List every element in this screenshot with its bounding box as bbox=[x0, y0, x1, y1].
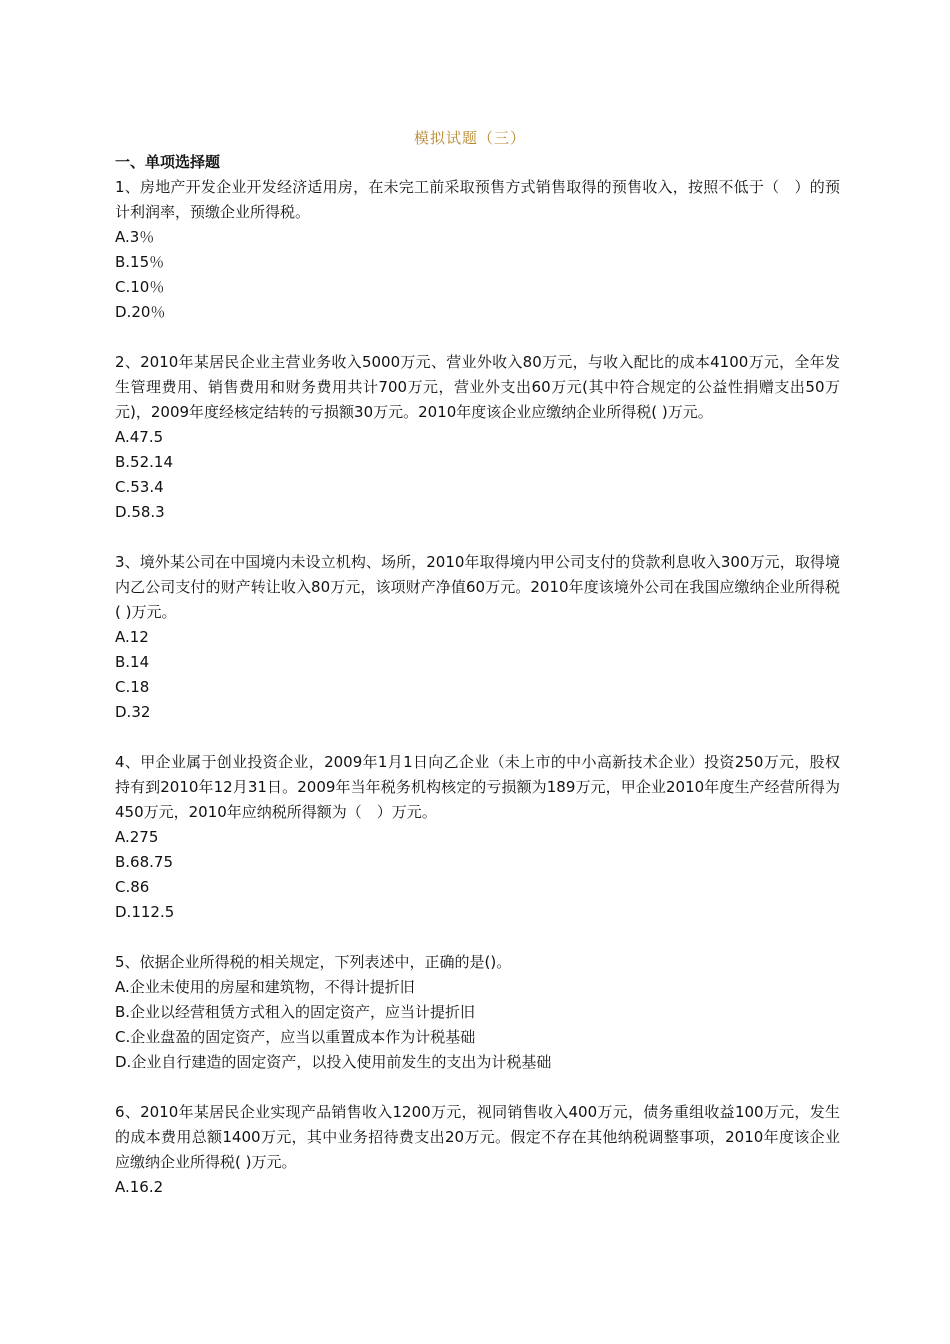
option-d: D.32 bbox=[115, 703, 151, 721]
question-6 bbox=[115, 1100, 840, 1200]
option-b: B.企业以经营租赁方式租入的固定资产，应当计提折旧 bbox=[115, 1003, 476, 1021]
page-title: 模拟试题（三） bbox=[413, 129, 526, 147]
option-b: B.14 bbox=[115, 653, 150, 671]
question-stem: 5、依据企业所得税的相关规定，下列表述中，正确的是()。 bbox=[115, 953, 512, 971]
question-stem: 1、房地产开发企业开发经济适用房，在未完工前采取预售方式销售取得的预售收入，按照不低于（ ）的预计利润率，预缴企业所得税。 bbox=[115, 178, 840, 221]
option-a: A.3％ bbox=[115, 228, 155, 246]
question-4 bbox=[115, 750, 840, 925]
option-d: D.112.5 bbox=[115, 903, 175, 921]
option-c: C.86 bbox=[115, 878, 150, 896]
option-d: D.58.3 bbox=[115, 503, 165, 521]
option-a: A.企业未使用的房屋和建筑物，不得计提折旧 bbox=[115, 978, 415, 996]
option-b: B.68.75 bbox=[115, 853, 174, 871]
option-c: C.53.4 bbox=[115, 478, 164, 496]
question-5 bbox=[115, 950, 840, 1075]
question-3 bbox=[115, 550, 840, 725]
question-stem: 6、2010年某居民企业实现产品销售收入1200万元，视同销售收入400万元，债务重组收益100万元，发生的成本费用总额1400万元，其中业务招待费支出20万元。假定不存在其他纳税调整事项，2010年度该企业应缴纳企业所得税( )万元。 bbox=[115, 1103, 840, 1171]
option-d: D.企业自行建造的固定资产，以投入使用前发生的支出为计税基础 bbox=[115, 1053, 552, 1071]
option-d: D.20％ bbox=[115, 303, 166, 321]
option-a: A.275 bbox=[115, 828, 159, 846]
option-b: B.15％ bbox=[115, 253, 165, 271]
question-stem: 4、甲企业属于创业投资企业，2009年1月1日向乙企业（未上市的中小高新技术企业）投资250万元，股权持有到2010年12月31日。2009年当年税务机构核定的亏损额为189万元，甲企业2010年度生产经营所得为450万元，2010年应纳税所得额为（ ）万元。 bbox=[115, 753, 840, 821]
option-a: A.12 bbox=[115, 628, 149, 646]
option-c: C.18 bbox=[115, 678, 150, 696]
option-a: A.16.2 bbox=[115, 1178, 164, 1196]
option-a: A.47.5 bbox=[115, 428, 164, 446]
question-1 bbox=[115, 175, 840, 325]
option-b: B.52.14 bbox=[115, 453, 174, 471]
section-heading: 一、单项选择题 bbox=[115, 153, 221, 171]
question-stem: 3、境外某公司在中国境内未设立机构、场所，2010年取得境内甲公司支付的贷款利息收入300万元，取得境内乙公司支付的财产转让收入80万元，该项财产净值60万元。2010年度该境外公司在我国应缴纳企业所得税( )万元。 bbox=[115, 553, 840, 621]
option-c: C.企业盘盈的固定资产，应当以重置成本作为计税基础 bbox=[115, 1028, 476, 1046]
question-stem: 2、2010年某居民企业主营业务收入5000万元、营业外收入80万元，与收入配比的成本4100万元，全年发生管理费用、销售费用和财务费用共计700万元，营业外支出60万元(其中符合规定的公益性捐赠支出50万元)，2009年度经核定结转的亏损额30万元。2010年度该企业应缴纳企业所得税( )万元。 bbox=[115, 353, 840, 421]
exam-content bbox=[115, 150, 840, 1225]
option-c: C.10％ bbox=[115, 278, 165, 296]
question-2 bbox=[115, 350, 840, 525]
